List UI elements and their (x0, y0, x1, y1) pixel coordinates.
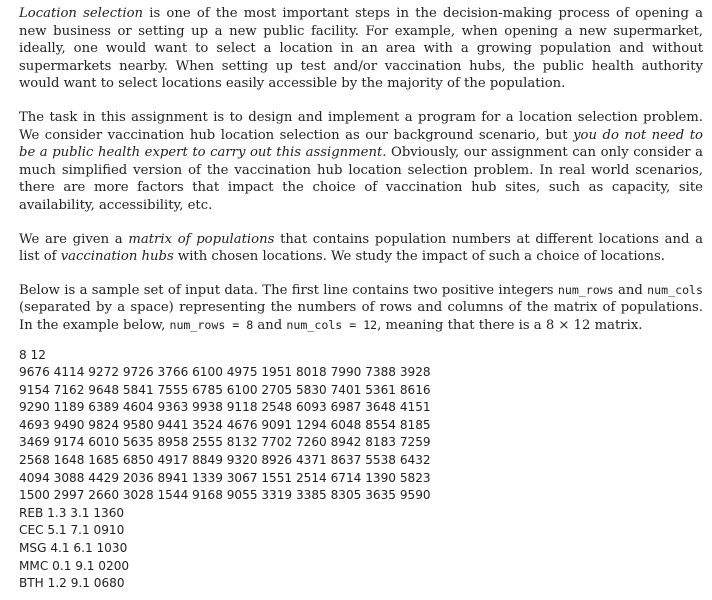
data-line: 9154 7162 9648 5841 7555 6785 6100 2705 5830 7401 5361 8616 (19, 382, 431, 397)
paragraph-text: , meaning that there is a 8 × 12 matrix. (377, 317, 643, 333)
paragraph-text: with chosen locations. We study the impact of such a choice of locations. (173, 249, 665, 265)
document-page (19, 5, 703, 593)
emphasis-text: you do not need to be a public health expert to carry out this assignment. (19, 127, 703, 161)
data-line: CEC 5.1 7.1 0910 (19, 523, 125, 538)
paragraph-text: We are given a (19, 231, 129, 247)
paragraph-text: Obviously, our assignment can only consider a much simplified version of the vaccination hub location selection problem. In real world scenarios, there are more factors that impact the choice of vaccination hub sites, such as capacity, site availability, accessibility, etc. (19, 145, 703, 213)
emphasis-text: Location selection (19, 6, 144, 21)
data-line: 9290 1189 6389 4604 9363 9938 9118 2548 6093 6987 3648 4151 (19, 400, 431, 415)
data-line: 2568 1648 1685 6850 4917 8849 9320 8926 4371 8637 5538 6432 (19, 453, 431, 468)
given-paragraph (19, 231, 703, 266)
data-line: 4094 3088 4429 2036 8941 1339 3067 1551 2514 6714 1390 5823 (19, 470, 431, 485)
task-paragraph (19, 109, 703, 215)
sample-input-data (19, 347, 703, 593)
data-line: MMC 0.1 9.1 0200 (19, 558, 130, 573)
data-line: 9676 4114 9272 9726 3766 6100 4975 1951 8018 7990 7388 3928 (19, 365, 431, 380)
data-line: 3469 9174 6010 5635 8958 2555 8132 7702 7260 8942 8183 7259 (19, 435, 431, 450)
data-line: 8 12 (19, 347, 46, 362)
paragraph-text: and (613, 282, 648, 298)
code-num-rows-value: num_rows = 8 (169, 317, 254, 332)
paragraph-text: Below is a sample set of input data. The first line contains two positive integers (19, 282, 558, 298)
code-num-cols: num_cols (647, 282, 704, 297)
code-num-rows: num_rows (557, 282, 614, 297)
emphasis-text: matrix of populations (128, 231, 275, 247)
paragraph-text: is one of the most important steps in the decision-making process of opening a new business or setting up a new public facility. For example, when opening a new supermarket, ideally, one would want to select a location in an area with a growing population and without supermarkets nearby. When setting up test and/or vaccination hubs, the public health authority would want to select locations easily accessible by the majority of the population. (19, 6, 703, 92)
paragraph-text: that contains population numbers at different locations and a list of (19, 231, 703, 265)
paragraph-text: The task in this assignment is to design and implement a program for a location selection problem. We consider vaccination hub location selection as our background scenario, but (19, 109, 703, 143)
code-num-cols-value: num_cols = 12 (286, 317, 378, 332)
data-line: 1500 2997 2660 3028 1544 9168 9055 3319 3385 8305 3635 9590 (19, 488, 431, 503)
data-line: BTH 1.2 9.1 0680 (19, 576, 125, 591)
input-format-paragraph (19, 282, 703, 335)
data-line: MSG 4.1 6.1 1030 (19, 541, 128, 556)
emphasis-text: vaccination hubs (60, 249, 174, 265)
data-line: 4693 9490 9824 9580 9441 3524 4676 9091 1294 6048 8554 8185 (19, 417, 431, 432)
intro-paragraph (19, 5, 703, 93)
paragraph-text: (separated by a space) representing the numbers of rows and columns of the matrix of populations. In the example below, (19, 300, 703, 333)
data-line: REB 1.3 3.1 1360 (19, 505, 125, 520)
paragraph-text: and (253, 317, 287, 333)
